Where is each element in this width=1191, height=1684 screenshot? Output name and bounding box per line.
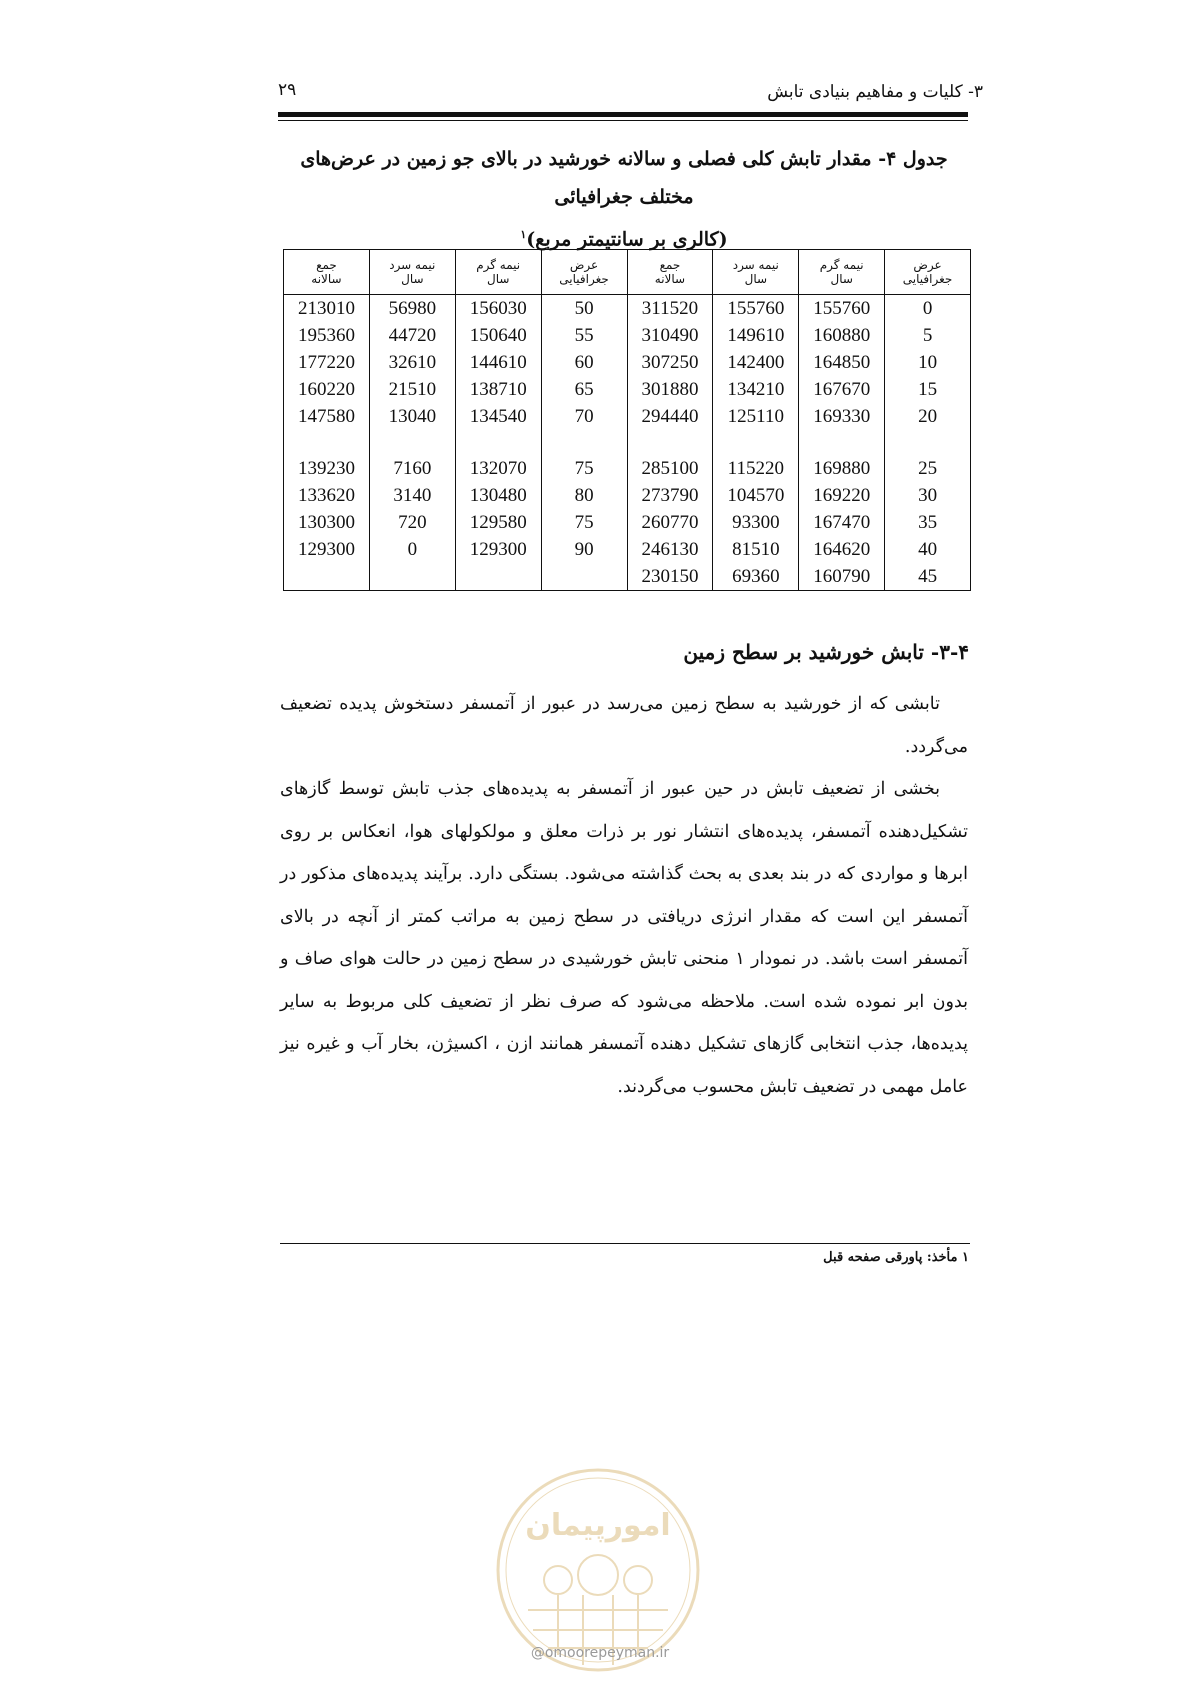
table-row: [284, 455, 971, 482]
table-cell: 13040: [369, 403, 455, 430]
column-header-line: نیمه سرد: [389, 258, 436, 272]
table-cell: 164850: [799, 349, 885, 376]
page-number: ۲۹: [278, 80, 297, 100]
table-cell: 93300: [713, 509, 799, 536]
table-cell: 720: [369, 509, 455, 536]
table-cell: 142400: [713, 349, 799, 376]
section-body: [280, 683, 968, 1108]
watermark-url: @omoorepeyman.ir: [530, 1645, 670, 1661]
table-cell: 115220: [713, 455, 799, 482]
table-body: [284, 295, 971, 591]
column-header-line: نیمه گرم: [819, 258, 864, 272]
table-cell: 130480: [455, 482, 541, 509]
column-header: [369, 250, 455, 295]
table-cell: 55: [541, 322, 627, 349]
table-row: [284, 563, 971, 591]
table-cell: 7160: [369, 455, 455, 482]
column-header-line: نیمه گرم: [476, 258, 521, 272]
table-cell: 246130: [627, 536, 713, 563]
table-cell: 70: [541, 403, 627, 430]
table-cell: 160220: [284, 376, 370, 403]
table-cell: 160790: [799, 563, 885, 591]
spacer-cell: [284, 430, 370, 455]
column-header: [455, 250, 541, 295]
table-cell: 0: [369, 536, 455, 563]
table-cell: 75: [541, 509, 627, 536]
table-cell: 65: [541, 376, 627, 403]
column-header-line: سال: [830, 272, 853, 286]
column-header-line: سال: [401, 272, 424, 286]
table-row: [284, 295, 971, 323]
column-header-line: جمع: [659, 258, 681, 272]
table-cell: 10: [885, 349, 971, 376]
table-cell: 294440: [627, 403, 713, 430]
table-cell: 20: [885, 403, 971, 430]
table-cell: [369, 563, 455, 591]
column-header-line: سال: [744, 272, 768, 286]
table-cell: 155760: [799, 295, 885, 323]
spacer-cell: [369, 430, 455, 455]
table-cell: 133620: [284, 482, 370, 509]
table-row: [284, 536, 971, 563]
footnote-rule: [280, 1243, 970, 1244]
column-header: [284, 250, 370, 295]
table-cell: 169880: [799, 455, 885, 482]
table-row: [284, 322, 971, 349]
column-header-line: سال: [486, 272, 510, 286]
column-header: [799, 250, 885, 295]
table-cell: 311520: [627, 295, 713, 323]
table-cell: 75: [541, 455, 627, 482]
table-cell: 134210: [713, 376, 799, 403]
spacer-cell: [541, 430, 627, 455]
table-cell: 90: [541, 536, 627, 563]
table-cell: 149610: [713, 322, 799, 349]
table-cell: 40: [885, 536, 971, 563]
spacer-cell: [713, 430, 799, 455]
table-cell: [284, 563, 370, 591]
table-header-row: [284, 250, 971, 295]
table-cell: 32610: [369, 349, 455, 376]
table-cell: [455, 563, 541, 591]
column-header: [541, 250, 627, 295]
table-cell: 45: [885, 563, 971, 591]
table-cell: 160880: [799, 322, 885, 349]
table-row: [284, 349, 971, 376]
table-cell: 169330: [799, 403, 885, 430]
column-header-line: جمع: [316, 258, 337, 272]
table-caption-unit: (کالری بر سانتیمتر مربع): [526, 228, 728, 251]
column-header-line: سالانه: [311, 272, 342, 286]
table-cell: 44720: [369, 322, 455, 349]
table-cell: 132070: [455, 455, 541, 482]
table-cell: 156030: [455, 295, 541, 323]
table-row: [284, 376, 971, 403]
column-header-line: جغرافیایی: [559, 272, 609, 286]
table-cell: 134540: [455, 403, 541, 430]
table-cell: 129300: [455, 536, 541, 563]
table-cell: 273790: [627, 482, 713, 509]
table-cell: 30: [885, 482, 971, 509]
table-cell: 167670: [799, 376, 885, 403]
footnote-mark: ۱: [520, 228, 527, 241]
table-cell: 60: [541, 349, 627, 376]
table-caption: [280, 140, 968, 258]
table-cell: 195360: [284, 322, 370, 349]
table-cell: 80: [541, 482, 627, 509]
running-header-title: ۳- کلیات و مفاهیم بنیادی تابش: [767, 82, 983, 102]
table-cell: 25: [885, 455, 971, 482]
column-header: [885, 250, 971, 295]
table-cell: 301880: [627, 376, 713, 403]
table-caption-line1: جدول ۴- مقدار تابش کلی فصلی و سالانه خورشید در بالای جو زمین در عرض‌های مختلف جغرافیائی: [300, 148, 948, 208]
table-cell: 15: [885, 376, 971, 403]
table-cell: 169220: [799, 482, 885, 509]
column-header: [627, 250, 713, 295]
column-header-line: نیمه سرد: [732, 258, 779, 272]
table-cell: 307250: [627, 349, 713, 376]
table-spacer-row: [284, 430, 971, 455]
table-cell: 144610: [455, 349, 541, 376]
column-header-line: عرض: [913, 258, 942, 272]
table-cell: 3140: [369, 482, 455, 509]
column-header-line: سالانه: [654, 272, 686, 286]
spacer-cell: [885, 430, 971, 455]
table-cell: 155760: [713, 295, 799, 323]
section-heading: ۳-۴- تابش خورشید بر سطح زمین: [683, 640, 969, 664]
table-cell: 129300: [284, 536, 370, 563]
table-cell: 310490: [627, 322, 713, 349]
paragraph-1: تابشی که از خورشید به سطح زمین می‌رسد در عبور از آتمسفر دستخوش پدیده تضعیف می‌گردد.: [280, 694, 968, 757]
table-row: [284, 482, 971, 509]
header-thick-rule: [278, 112, 968, 117]
spacer-cell: [627, 430, 713, 455]
table-cell: 50: [541, 295, 627, 323]
table-row: [284, 509, 971, 536]
table-cell: 81510: [713, 536, 799, 563]
paragraph-2: بخشی از تضعیف تابش در حین عبور از آتمسفر به پدیده‌های جذب تابش توسط گازهای تشکیل‌دهنده آتمسفر، پدیده‌های انتشار نور بر ذرات معلق و مولکولهای هوا، انعکاس بر روی ابرها و مواردی که در بند بعدی به بحث گذاشته می‌شود. بستگی دارد. برآیند پدیده‌های مذکور در آتمسفر این است که مقدار انرژی دریافتی در سطح زمین به مراتب کمتر از آنچه در بالای آتمسفر است باشد. در نمودار ۱ منحنی تابش خورشیدی در سطح زمین در حالت هوای صاف و بدون ابر نموده شده است. ملاحظه می‌شود که صرف نظر از تضعیف کلی مربوط به سایر پدیده‌ها، جذب انتخابی گازهای تشکیل دهنده آتمسفر همانند ازن ، اکسیژن، بخار آب و غیره نیز عامل مهمی در تضعیف تابش محسوب می‌گردند.: [280, 779, 968, 1097]
header-thin-rule: [278, 120, 968, 121]
table-cell: 230150: [627, 563, 713, 591]
table-cell: 130300: [284, 509, 370, 536]
column-header: [713, 250, 799, 295]
table-cell: 56980: [369, 295, 455, 323]
table-cell: 138710: [455, 376, 541, 403]
table-cell: 177220: [284, 349, 370, 376]
table-cell: 213010: [284, 295, 370, 323]
table-cell: 69360: [713, 563, 799, 591]
table-cell: 167470: [799, 509, 885, 536]
table-cell: 104570: [713, 482, 799, 509]
table-cell: 285100: [627, 455, 713, 482]
table-cell: 139230: [284, 455, 370, 482]
column-header-line: جغرافیایی: [902, 272, 953, 286]
table-cell: 5: [885, 322, 971, 349]
table-cell: 129580: [455, 509, 541, 536]
spacer-cell: [455, 430, 541, 455]
spacer-cell: [799, 430, 885, 455]
table-cell: 164620: [799, 536, 885, 563]
table-cell: 35: [885, 509, 971, 536]
table-row: [284, 403, 971, 430]
radiation-table: [283, 249, 971, 591]
watermark-logo-text: امورپیمان: [525, 1508, 671, 1543]
table-cell: 150640: [455, 322, 541, 349]
table-cell: 125110: [713, 403, 799, 430]
table-cell: [541, 563, 627, 591]
table-cell: 147580: [284, 403, 370, 430]
table-cell: 0: [885, 295, 971, 323]
footnote: ۱ مأخذ: پاورقی صفحه قبل: [823, 1250, 969, 1265]
table-cell: 260770: [627, 509, 713, 536]
table-cell: 21510: [369, 376, 455, 403]
column-header-line: عرض: [569, 258, 599, 272]
